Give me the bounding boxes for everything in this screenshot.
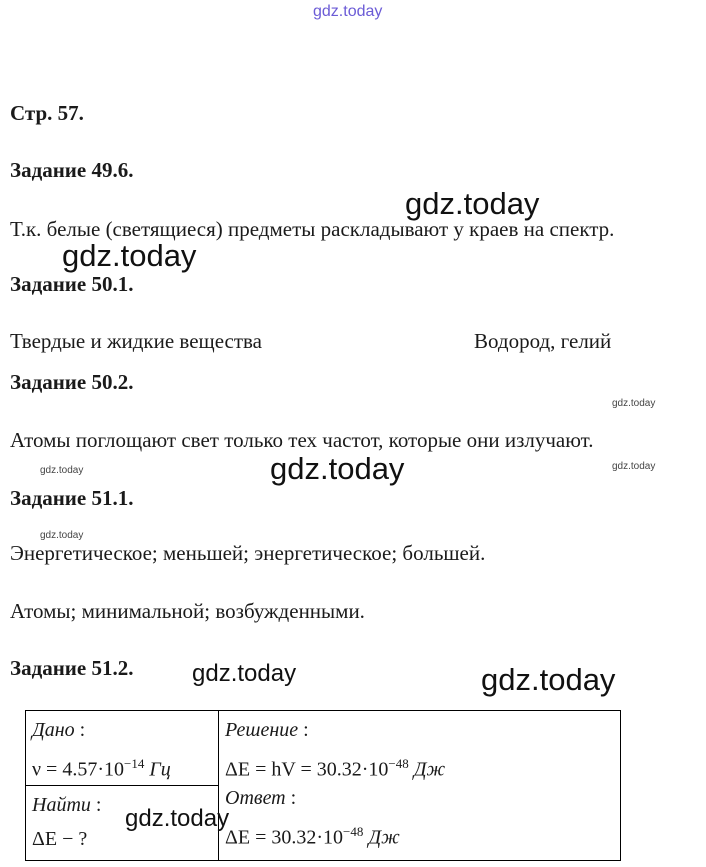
solution-table xyxy=(25,710,621,861)
watermark: gdz.today xyxy=(612,461,656,472)
find-label: Найти xyxy=(32,794,91,816)
find-value: ΔE − ? xyxy=(32,828,88,850)
task-title-49-6: Задание 49.6. xyxy=(10,158,134,182)
task-51-1-line2: Атомы; минимальной; возбужденными. xyxy=(10,599,365,623)
task-50-1-right: Водород, гелий xyxy=(474,329,612,353)
answer-unit: Дж xyxy=(368,826,400,849)
solution-unit: Дж xyxy=(413,758,446,781)
watermark: gdz.today xyxy=(192,660,297,687)
task-title-50-2: Задание 50.2. xyxy=(10,370,134,394)
watermark: gdz.today xyxy=(405,186,540,221)
task-title-50-1: Задание 50.1. xyxy=(10,272,134,296)
watermark: gdz.today xyxy=(40,530,84,541)
given-label: Дано xyxy=(32,719,75,741)
watermark: gdz.today xyxy=(125,805,230,832)
task-title-51-1: Задание 51.1. xyxy=(10,486,134,510)
answer-formula: ΔE = 30.32·10 xyxy=(225,826,344,849)
given-exponent: −14 xyxy=(123,756,145,771)
solution-cell: Решение : ΔE = hV = $30.32\cdot 10^{-48}$ Дж Ответ : $\Delta E = 30.32\cdot 10^{-48}$ Дж xyxy=(219,711,621,861)
watermark: gdz.today xyxy=(62,238,197,273)
solution-formula: ΔE = hV = 30.32·10 xyxy=(225,758,389,781)
watermark: gdz.today xyxy=(612,398,656,409)
answer-label: Ответ xyxy=(225,787,286,809)
given-unit: Гц xyxy=(149,758,171,781)
watermark: gdz.today xyxy=(481,662,616,697)
given-cell: Дано : $\nu = 4.57\cdot 10^{-14}$ Гц xyxy=(26,711,219,786)
task-title-51-2: Задание 51.2. xyxy=(10,656,134,680)
watermark-top: gdz.today xyxy=(313,3,383,20)
solution-label: Решение xyxy=(225,719,299,741)
task-text-49-6: Т.к. белые (светящиеся) предметы раскладывают у краев на спектр. xyxy=(10,217,615,241)
solution-exponent: −48 xyxy=(388,756,409,771)
find-cell: Найти : ΔE − ? xyxy=(26,786,219,861)
given-value: ν = 4.57·10 xyxy=(32,758,124,781)
task-50-1-left: Твердые и жидкие вещества xyxy=(10,329,262,353)
task-51-1-line1: Энергетическое; меньшей; энергетическое; большей. xyxy=(10,541,486,565)
watermark: gdz.today xyxy=(40,465,84,476)
watermark: gdz.today xyxy=(270,451,405,486)
page-reference: Стр. 57. xyxy=(10,101,84,125)
answer-exponent: −48 xyxy=(343,824,364,839)
task-text-50-2: Атомы поглощают свет только тех частот, которые они излучают. xyxy=(10,428,594,452)
